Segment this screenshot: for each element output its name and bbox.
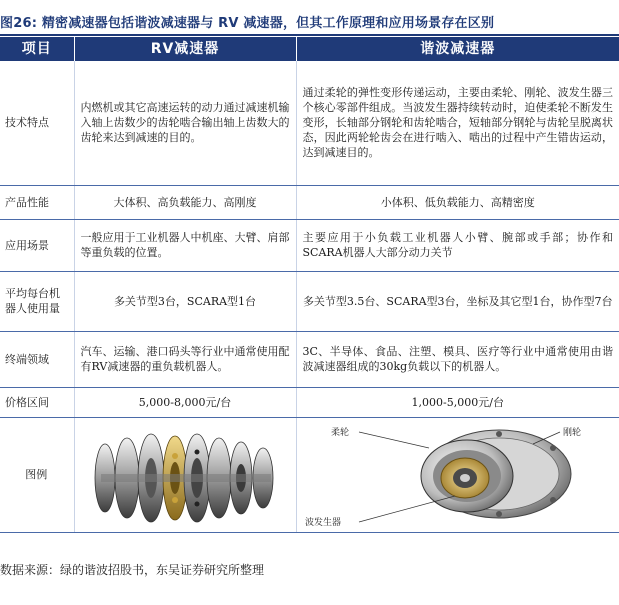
table-row [0, 61, 619, 185]
wave-generator-callout: 波发生器 [304, 517, 341, 528]
harmonic-cell: 通过柔轮的弹性变形传递运动，主要由柔轮、刚轮、波发生器三个核心零部件组成。当波发生器持续转动时，迫使柔轮不断发生变形，长轴部分钢轮和齿轮啮合，短轴部分钢轮与齿轮呈脱离状态，因此两轮轮齿会在进行啮入、啮出的过程中产生错齿运动，达到减速目的。 [296, 61, 619, 185]
wave-generator-leader [359, 496, 455, 522]
harmonic-reducer-image [296, 417, 619, 532]
header-item: 项目 [0, 37, 74, 61]
row-label: 终端领域 [0, 331, 74, 387]
title-rule [0, 34, 619, 36]
rv-cell: 大体积、高负载能力、高刚度 [74, 185, 296, 219]
row-label: 平均每台机器人使用量 [0, 271, 74, 331]
flexspline-callout: 柔轮 [330, 427, 349, 438]
figure-title [0, 12, 619, 32]
table-row [0, 387, 619, 417]
table-row [0, 331, 619, 387]
rv-cell: 汽车、运输、港口码头等行业中通常使用配有RV减速器的重负载机器人。 [74, 331, 296, 387]
row-label: 图例 [0, 417, 74, 532]
harmonic-cell: 小体积、低负载能力、高精密度 [296, 185, 619, 219]
rv-reducer-image [74, 417, 296, 532]
header-rv: RV减速器 [74, 37, 296, 61]
table-row [0, 219, 619, 271]
row-label: 技术特点 [0, 61, 74, 185]
table-row [0, 185, 619, 219]
harmonic-cell: 1,000-5,000元/台 [296, 387, 619, 417]
harmonic-cell: 多关节型3.5台、SCARA型3台，坐标及其它型1台，协作型7台 [296, 271, 619, 331]
harmonic-cell: 主要应用于小负载工业机器人小臂、腕部或手部；协作和SCARA机器人大部分动力关节 [296, 219, 619, 271]
harmonic-reducer-illustration [297, 418, 619, 528]
row-label: 产品性能 [0, 185, 74, 219]
rv-cell: 5,000-8,000元/台 [74, 387, 296, 417]
table-header-row [0, 37, 619, 61]
rv-cell: 一般应用于工业机器人中机座、大臂、肩部等重负载的位置。 [74, 219, 296, 271]
row-label: 应用场景 [0, 219, 74, 271]
circular-spline-callout: 刚轮 [562, 427, 581, 438]
table-row [0, 417, 619, 532]
rv-reducer-illustration [75, 418, 297, 528]
figure-number: 图26: [0, 16, 38, 31]
comparison-table [0, 37, 619, 533]
rv-cell: 多关节型3台，SCARA型1台 [74, 271, 296, 331]
table-row [0, 271, 619, 331]
harmonic-cell: 3C、半导体、食品、注塑、模具、医疗等行业中通常使用由谐波减速器组成的30kg负载以下的机器人。 [296, 331, 619, 387]
rv-cell: 内燃机或其它高速运转的动力通过减速机输入轴上齿数少的齿轮啮合输出轴上齿数大的齿轮来达到减速的目的。 [74, 61, 296, 185]
figure-caption: 精密减速器包括谐波减速器与 RV 减速器，但其工作原理和应用场景存在区别 [41, 16, 495, 31]
row-label: 价格区间 [0, 387, 74, 417]
header-harmonic: 谐波减速器 [296, 37, 619, 61]
flexspline-leader [359, 432, 429, 448]
source-note: 数据来源：绿的谐波招股书，东吴证券研究所整理 [0, 563, 265, 577]
